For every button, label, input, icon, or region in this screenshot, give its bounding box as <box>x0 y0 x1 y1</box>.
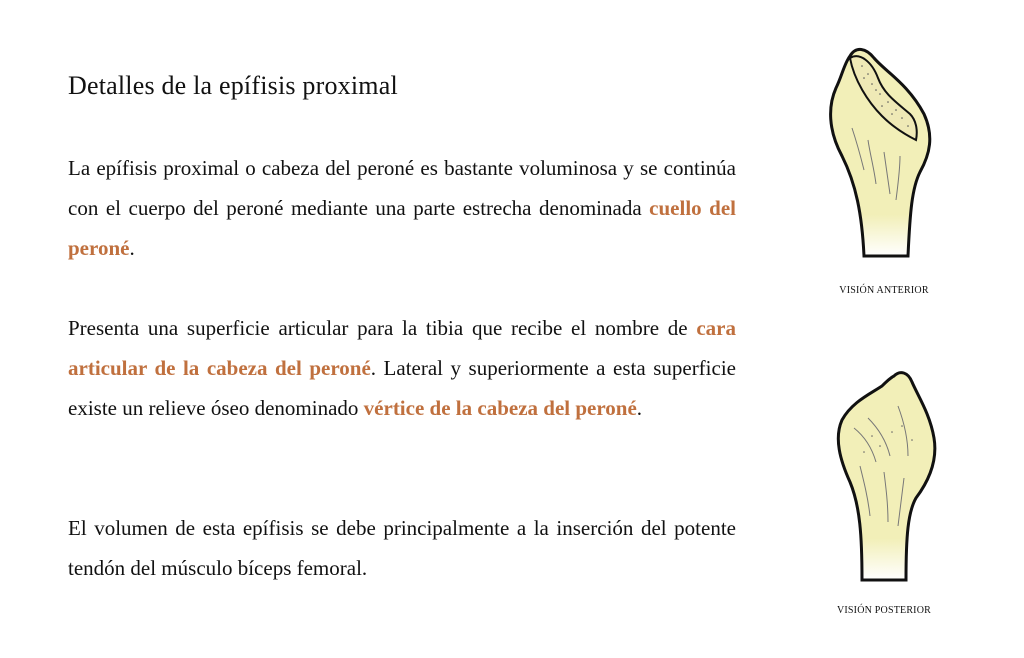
paragraph-text: Presenta una superficie articular para la tibia que recibe el nombre de <box>68 316 697 340</box>
page-title: Detalles de la epífisis proximal <box>68 71 398 100</box>
paragraph-volumen <box>68 508 736 588</box>
fibula-head-posterior-illustration <box>812 366 956 588</box>
paragraph-text: El volumen de esta epífisis se debe principalmente a la inserción del potente tendón del músculo bíceps femoral. <box>68 516 736 580</box>
term-vertice[interactable]: vértice de la cabeza del peroné <box>363 396 637 420</box>
anterior-view-caption: VISIÓN ANTERIOR <box>839 285 929 296</box>
term-cara-articular[interactable]: cara articular de la cabeza del peroné <box>68 316 736 380</box>
paragraph-text: La epífisis proximal o cabeza del peroné es bastante voluminosa y se continúa con el cuerpo del peroné mediante una parte estrecha denominada <box>68 156 736 220</box>
fibula-head-anterior-illustration <box>812 44 956 264</box>
paragraph-articular <box>68 308 736 428</box>
posterior-view-caption: VISIÓN POSTERIOR <box>836 605 932 616</box>
paragraph-intro <box>68 148 736 268</box>
paragraph-text: . Lateral y superiormente a esta superficie existe un relieve óseo denominado <box>68 356 736 420</box>
paragraph-text: . <box>636 396 643 420</box>
posterior-view-figure <box>812 366 956 588</box>
anterior-view-figure <box>812 44 956 264</box>
paragraph-text: . <box>129 236 135 260</box>
term-cuello[interactable]: cuello del peroné <box>68 196 737 260</box>
